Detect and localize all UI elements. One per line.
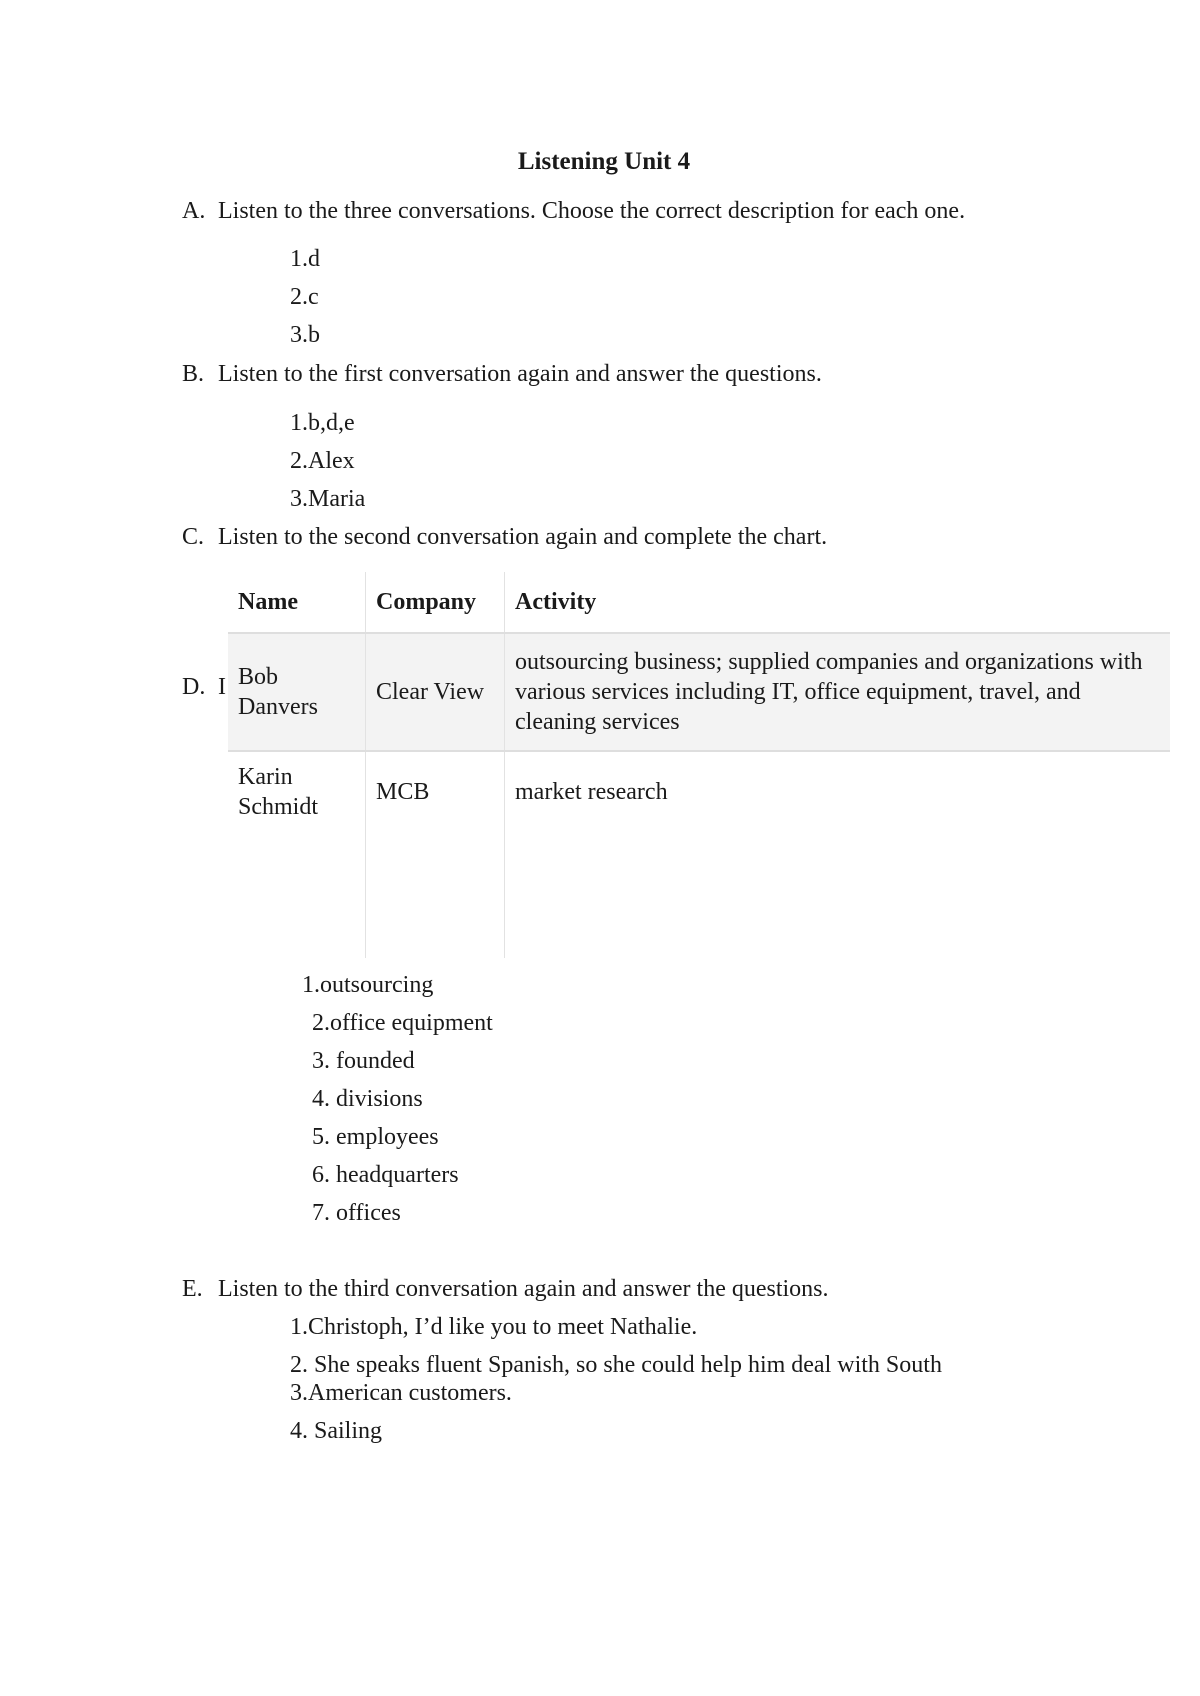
section-e-answer-2: 2. She speaks fluent Spanish, so she could help him deal with South <box>290 1352 942 1378</box>
section-d-letter: D. <box>182 674 206 700</box>
chart-empty-row <box>228 832 1170 958</box>
chart-empty-cell <box>505 832 1171 958</box>
chart-header-activity: Activity <box>505 572 1171 633</box>
chart-cell-name: Bob Danvers <box>228 633 366 751</box>
section-d-text: I <box>218 674 226 700</box>
section-e-prompt <box>182 1274 829 1304</box>
section-a-answer-1: 1.d <box>290 246 320 272</box>
chart-header-row <box>228 572 1170 633</box>
section-e-text: Listen to the third conversation again and answer the questions. <box>218 1276 829 1302</box>
section-e-letter: E. <box>182 1276 203 1302</box>
chart-row <box>228 751 1170 832</box>
chart-cell-name: Karin Schmidt <box>238 764 319 820</box>
section-e-answer-3: 3.American customers. <box>290 1380 512 1406</box>
page-title: Listening Unit 4 <box>517 148 691 175</box>
section-d-prompt <box>182 672 226 702</box>
section-b-prompt <box>182 359 822 389</box>
chart-empty-cell <box>366 832 505 958</box>
chart-empty-cell <box>228 832 366 958</box>
section-c-letter: C. <box>182 524 205 550</box>
chart-cell-company: Clear View <box>366 633 505 751</box>
section-d-answer-5: 5. employees <box>312 1124 439 1150</box>
section-b-answer-3: 3.Maria <box>290 486 366 512</box>
section-b-letter: B. <box>182 361 205 387</box>
section-d-answer-6: 6. headquarters <box>312 1162 459 1188</box>
section-a-answer-2: 2.c <box>290 284 319 310</box>
section-a-text: Listen to the three conversations. Choose the correct description for each one. <box>218 198 966 224</box>
section-c-prompt <box>182 522 827 552</box>
section-d-answer-4: 4. divisions <box>312 1086 423 1112</box>
chart-header-name: Name <box>238 589 298 615</box>
chart-cell-activity: market research <box>505 751 1171 832</box>
chart-row <box>228 633 1170 751</box>
chart-cell-activity: outsourcing business; supplied companies and organizations with various services including IT, office equipment, travel, and cleaning services <box>505 633 1171 751</box>
company-chart <box>228 572 1170 958</box>
section-a-letter: A. <box>182 198 206 224</box>
section-d-answer-7: 7. offices <box>312 1200 401 1226</box>
chart-cell-company: MCB <box>366 751 505 832</box>
chart-header-company: Company <box>366 572 505 633</box>
section-e-answer-1: 1.Christoph, I’d like you to meet Nathalie. <box>290 1314 698 1340</box>
section-d-answer-1: 1.outsourcing <box>302 972 434 998</box>
section-b-text: Listen to the first conversation again and answer the questions. <box>218 361 822 387</box>
section-d-answer-3: 3. founded <box>312 1048 415 1074</box>
section-b-answer-2: 2.Alex <box>290 448 355 474</box>
section-b-answer-1: 1.b,d,e <box>290 410 355 436</box>
section-e-answer-4: 4. Sailing <box>290 1418 383 1444</box>
section-c-text: Listen to the second conversation again and complete the chart. <box>218 524 828 550</box>
section-d-answer-2: 2.office equipment <box>312 1010 493 1036</box>
section-a-answer-3: 3.b <box>290 322 320 348</box>
section-a-prompt <box>182 196 965 226</box>
